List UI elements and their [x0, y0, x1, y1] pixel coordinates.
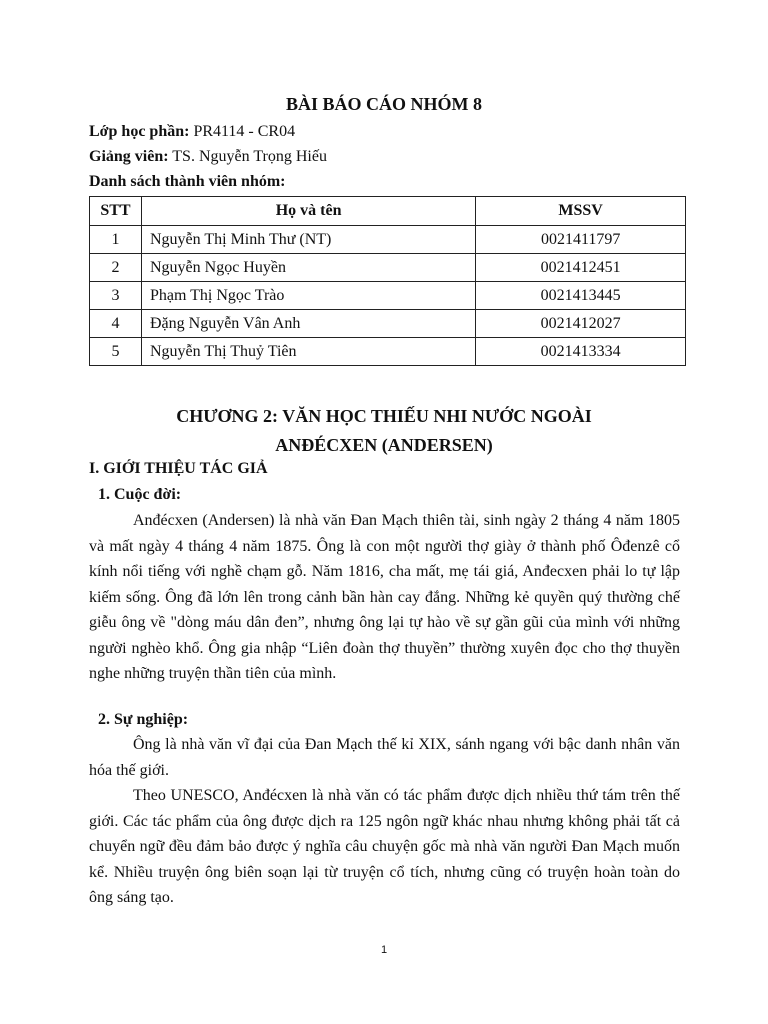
- lecturer-info: [89, 147, 327, 167]
- cell-name: Đặng Nguyễn Vân Anh: [141, 310, 475, 338]
- report-title: BÀI BÁO CÁO NHÓM 8: [285, 94, 482, 114]
- cell-stt: 2: [90, 254, 142, 282]
- header-stt: STT: [90, 197, 142, 226]
- cell-mssv: 0021413334: [476, 338, 686, 366]
- class-info-value: PR4114 - CR04: [189, 123, 296, 140]
- cell-name: Nguyễn Ngọc Huyền: [141, 254, 475, 282]
- cell-stt: 5: [90, 338, 142, 366]
- table-row: [90, 338, 686, 366]
- table-row: [90, 282, 686, 310]
- cell-name: Nguyễn Thị Minh Thư (NT): [141, 226, 475, 254]
- lecturer-value: TS. Nguyễn Trọng Hiếu: [168, 148, 327, 165]
- chapter-title-line1: CHƯƠNG 2: VĂN HỌC THIẾU NHI NƯỚC NGOÀI: [176, 406, 592, 426]
- table-row: [90, 310, 686, 338]
- paragraph-career-2: Theo UNESCO, Anđécxen là nhà văn có tác phẩm được dịch nhiều thứ tám trên thế giới. Các tác phẩm của ông được dịch ra 125 ngôn ngữ khác nhau nhưng không phải tất cả chuyển ngữ đều đảm bảo được ý nghĩa câu chuyện gốc mà nhà văn người Đan Mạch muốn kể. Nhiều truyện ông biên soạn lại từ truyện cổ tích, nhưng cũng có truyện hoàn toàn do ông sáng tạo.: [89, 787, 680, 906]
- cell-mssv: 0021412451: [476, 254, 686, 282]
- table-header-row: [90, 197, 686, 226]
- header-name: Họ và tên: [141, 197, 475, 226]
- table-row: [90, 254, 686, 282]
- paragraph-career-1: Ông là nhà văn vĩ đại của Đan Mạch thế kỉ XIX, sánh ngang với bậc danh nhân văn hóa thế giới.: [89, 736, 680, 779]
- members-heading: Danh sách thành viên nhóm:: [89, 173, 286, 190]
- cell-mssv: 0021412027: [476, 310, 686, 338]
- subsection-heading-life: 1. Cuộc đời:: [98, 486, 182, 503]
- cell-name: Nguyễn Thị Thuỷ Tiên: [141, 338, 475, 366]
- header-mssv: MSSV: [476, 197, 686, 226]
- chapter-title: [0, 402, 768, 460]
- class-info: [89, 122, 295, 142]
- table-row: [90, 226, 686, 254]
- section-heading: I. GIỚI THIỆU TÁC GIẢ: [89, 460, 268, 477]
- lecturer-label: Giảng viên:: [89, 148, 169, 165]
- page-number: 1: [380, 944, 388, 956]
- class-info-label: Lớp học phần:: [89, 123, 190, 140]
- cell-stt: 3: [90, 282, 142, 310]
- cell-name: Phạm Thị Ngọc Trào: [141, 282, 475, 310]
- cell-mssv: 0021413445: [476, 282, 686, 310]
- paragraph-life: Anđécxen (Andersen) là nhà văn Đan Mạch thiên tài, sinh ngày 2 tháng 4 năm 1805 và mất ngày 4 tháng 4 năm 1875. Ông là con một người thợ giày ở thành phố Ôđenzê cổ kính nổi tiếng với nghề chạm gỗ. Năm 1816, cha mất, mẹ tái giá, Anđecxen phải lo tự lập kiếm sống. Ông đã lớn lên trong cảnh bần hàn cay đắng. Những kẻ quyền quý thường chế giễu ông về "dòng máu dân đen”, nhưng ông lại tự hào về sự gần gũi của mình với những người nghèo khổ. Ông gia nhập “Liên đoàn thợ thuyền” thường xuyên đọc cho thợ thuyền nghe những truyện thần tiên của mình.: [89, 512, 680, 682]
- cell-mssv: 0021411797: [476, 226, 686, 254]
- cell-stt: 1: [90, 226, 142, 254]
- subsection-heading-career: 2. Sự nghiệp:: [98, 711, 189, 728]
- cell-stt: 4: [90, 310, 142, 338]
- chapter-title-line2: ANĐÉCXEN (ANDERSEN): [275, 435, 493, 455]
- members-table: [89, 196, 686, 366]
